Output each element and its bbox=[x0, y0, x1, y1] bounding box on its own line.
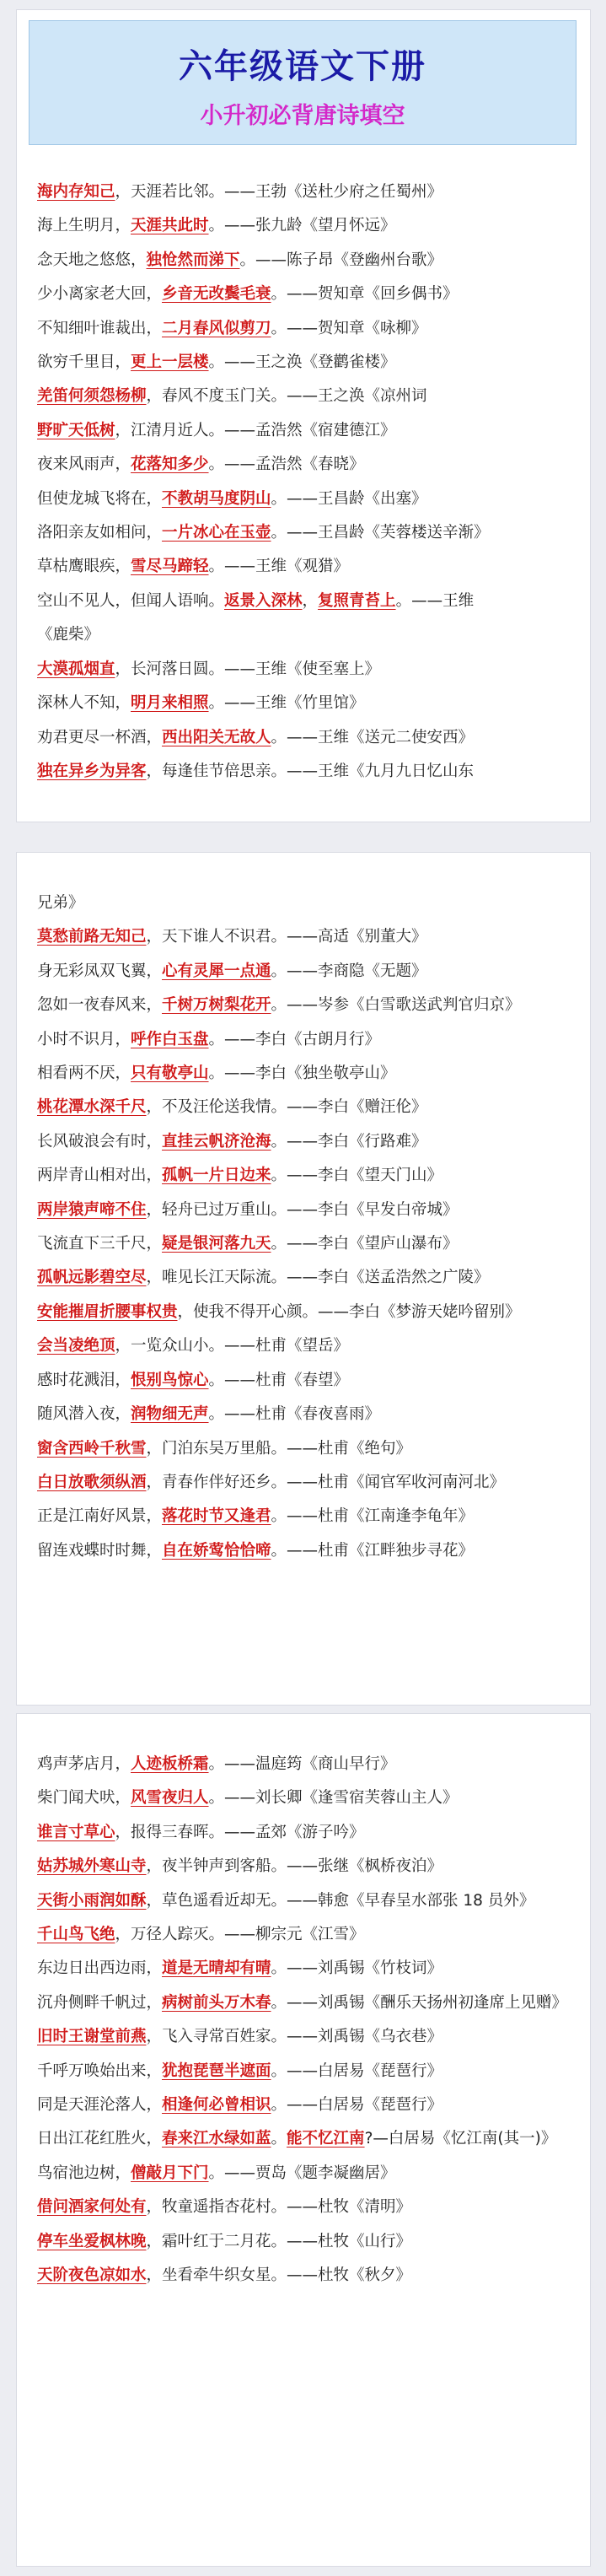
answer-blank: 会当凌绝顶 bbox=[37, 1337, 115, 1355]
poem-line bbox=[37, 755, 573, 789]
poem-line bbox=[37, 2157, 573, 2191]
poem-text: 千呼万唤始出来， bbox=[37, 2061, 163, 2080]
answer-blank: 天阶夜色凉如水 bbox=[37, 2266, 147, 2285]
poem-text: 。——孟浩然《春晓》 bbox=[208, 455, 365, 474]
poem-line bbox=[37, 1884, 573, 1918]
answer-blank: 莫愁前路无知己 bbox=[37, 928, 147, 946]
poem-line bbox=[37, 1329, 573, 1363]
poem-line bbox=[37, 346, 573, 380]
poem-text: ，万径人踪灭。——柳宗元《江雪》 bbox=[115, 1926, 365, 1944]
poem-text: 劝君更尽一杯酒， bbox=[37, 728, 163, 746]
answer-blank: 返景入深林 bbox=[224, 591, 303, 610]
answer-blank: 呼作白玉盘 bbox=[131, 1030, 209, 1048]
answer-blank: 更上一层楼 bbox=[131, 353, 209, 372]
answer-blank: 千树万树梨花开 bbox=[162, 996, 271, 1015]
poem-text: 。——贺知章《咏柳》 bbox=[271, 319, 427, 337]
poem-line bbox=[37, 1194, 573, 1227]
poem-text: ，夜半钟声到客船。——张继《枫桥夜泊》 bbox=[146, 1857, 443, 1876]
answer-blank: 天街小雨润如酥 bbox=[37, 1891, 147, 1910]
poem-line bbox=[37, 482, 573, 516]
answer-blank: 明月来相照 bbox=[131, 694, 209, 713]
answer-blank: 安能摧眉折腰事权贵 bbox=[37, 1302, 178, 1321]
poem-line bbox=[37, 550, 573, 584]
poem-line bbox=[37, 1850, 573, 1883]
poem-text: 。——王之涣《登鹳雀楼》 bbox=[208, 353, 396, 372]
poem-line bbox=[37, 1534, 573, 1568]
poem-line bbox=[37, 2055, 573, 2088]
poem-text: 。 bbox=[271, 2130, 287, 2148]
poem-text: ，春风不度玉门关。——王之涣《凉州词 bbox=[146, 387, 427, 406]
poem-text: ，坐看牵牛织女星。——杜牧《秋夕》 bbox=[146, 2266, 412, 2285]
poem-text: ，江清月近人。——孟浩然《宿建德江》 bbox=[115, 421, 396, 439]
poem-text: 东边日出西边雨， bbox=[37, 1959, 163, 1978]
poem-line bbox=[37, 1816, 573, 1850]
answer-blank: 独怆然而涕下 bbox=[146, 251, 240, 269]
poem-text: ，草色遥看近却无。——韩愈《早春呈水部张 18 员外》 bbox=[146, 1891, 535, 1910]
poem-text: ?—白居易《忆江南(其一)》 bbox=[364, 2130, 557, 2148]
answer-blank: 停车坐爱枫林晚 bbox=[37, 2232, 147, 2250]
poem-text: 《鹿柴》 bbox=[37, 626, 100, 644]
poem-text: ，天下谁人不识君。——高适《别董大》 bbox=[146, 928, 427, 946]
poem-line bbox=[37, 2191, 573, 2224]
poem-line bbox=[37, 2122, 573, 2156]
answer-blank: 自在娇莺恰恰啼 bbox=[162, 1541, 271, 1560]
poem-text: 。——白居易《琵琶行》 bbox=[271, 2096, 443, 2115]
answer-blank: 复照青苔上 bbox=[318, 591, 396, 610]
answer-blank: 落花时节又逢君 bbox=[162, 1507, 271, 1526]
poem-text: 。——李白《独坐敬亭山》 bbox=[208, 1064, 396, 1083]
poem-line bbox=[37, 1261, 573, 1295]
poem-line bbox=[37, 278, 573, 311]
poem-text: 但使龙城飞将在， bbox=[37, 489, 163, 508]
poem-text: 身无彩凤双飞翼， bbox=[37, 962, 163, 980]
poem-text: 。——杜甫《春望》 bbox=[208, 1371, 350, 1389]
poem-text: 。——李白《古朗月行》 bbox=[208, 1030, 381, 1048]
answer-blank: 春来江水绿如蓝 bbox=[162, 2130, 271, 2148]
page-3 bbox=[17, 1714, 590, 2566]
poem-text: 。——王昌龄《芙蓉楼送辛渐》 bbox=[271, 524, 490, 542]
poem-text: 夜来风雨声， bbox=[37, 455, 131, 474]
poem-line bbox=[37, 1748, 573, 1781]
answer-blank: 相逢何必曾相识 bbox=[162, 2096, 271, 2115]
poem-text: ，牧童遥指杏花村。——杜牧《清明》 bbox=[146, 2198, 412, 2217]
poem-text: 兄弟》 bbox=[37, 894, 84, 912]
poem-line bbox=[37, 1398, 573, 1431]
poem-line bbox=[37, 585, 573, 618]
poem-line bbox=[37, 1432, 573, 1466]
poem-text: 。——李白《望天门山》 bbox=[271, 1167, 443, 1185]
answer-blank: 谁言寸草心 bbox=[37, 1823, 115, 1841]
poem-text: ，轻舟已过万重山。——李白《早发白帝城》 bbox=[146, 1200, 459, 1219]
poem-line bbox=[37, 2259, 573, 2293]
answer-blank: 直挂云帆济沧海 bbox=[162, 1132, 271, 1151]
poem-text: 欲穷千里目， bbox=[37, 353, 131, 372]
poem-line bbox=[37, 1159, 573, 1193]
poem-text: 。——刘禹锡《酬乐天扬州初逢席上见赠》 bbox=[271, 1993, 568, 2012]
poem-line bbox=[37, 955, 573, 989]
poem-line bbox=[37, 448, 573, 482]
poem-text: 鸟宿池边树， bbox=[37, 2164, 131, 2182]
poem-text: 。——李白《望庐山瀑布》 bbox=[271, 1235, 459, 1253]
poem-text: 随风潜入夜， bbox=[37, 1405, 131, 1424]
answer-blank: 病树前头万木春 bbox=[162, 1993, 271, 2012]
poem-line bbox=[37, 687, 573, 720]
answer-blank: 不教胡马度阴山 bbox=[162, 489, 271, 508]
answer-blank: 大漠孤烟直 bbox=[37, 660, 115, 678]
poem-text: 柴门闻犬吠， bbox=[37, 1789, 131, 1808]
poem-text: 不知细叶谁裁出， bbox=[37, 319, 163, 337]
poem-text: 沉舟侧畔千帆过， bbox=[37, 1993, 163, 2012]
poem-text: 。——王维《送元二使安西》 bbox=[271, 728, 475, 746]
poem-text: 。——岑参《白雪歌送武判官归京》 bbox=[271, 996, 521, 1015]
poem-text: ，飞入寻常百姓家。——刘禹锡《乌衣巷》 bbox=[146, 2028, 443, 2046]
poem-text: 。——王维《观猎》 bbox=[208, 558, 350, 576]
poem-text: ，霜叶红于二月花。——杜牧《山行》 bbox=[146, 2232, 412, 2250]
poem-text: ，报得三春晖。——孟郊《游子吟》 bbox=[115, 1823, 365, 1841]
answer-blank: 犹抱琵琶半遮面 bbox=[162, 2061, 271, 2080]
poem-text: 。——李白《行路难》 bbox=[271, 1132, 427, 1151]
poem-text: 鸡声茅店月， bbox=[37, 1755, 131, 1773]
poem-line bbox=[37, 1364, 573, 1398]
answer-blank: 风雪夜归人 bbox=[131, 1789, 209, 1808]
poem-line bbox=[37, 380, 573, 413]
answer-blank: 羌笛何须怨杨柳 bbox=[37, 387, 147, 406]
poem-text: ，每逢佳节倍思亲。——王维《九月九日忆山东 bbox=[146, 762, 475, 780]
poem-text: ，长河落日圆。——王维《使至塞上》 bbox=[115, 660, 381, 678]
poem-line bbox=[37, 1057, 573, 1091]
poem-text: 念天地之悠悠， bbox=[37, 251, 147, 269]
poem-line bbox=[37, 1125, 573, 1159]
poem-line bbox=[37, 1227, 573, 1261]
poem-line bbox=[37, 1918, 573, 1952]
answer-blank: 窗含西岭千秋雪 bbox=[37, 1439, 147, 1458]
poem-text: ，天涯若比邻。——王勃《送杜少府之任蜀州》 bbox=[115, 183, 443, 201]
poem-text: 忽如一夜春风来， bbox=[37, 996, 163, 1015]
poem-line bbox=[37, 920, 573, 954]
poem-text: 日出江花红胜火， bbox=[37, 2130, 163, 2148]
poem-line bbox=[37, 1296, 573, 1329]
poem-text: 。——王维 bbox=[395, 591, 475, 610]
poem-lines-page-1 bbox=[37, 175, 573, 789]
answer-blank: 乡音无改鬓毛衰 bbox=[162, 285, 271, 304]
poem-text: 深林人不知， bbox=[37, 694, 131, 713]
poem-line bbox=[37, 209, 573, 243]
answer-blank: 只有敬亭山 bbox=[131, 1064, 209, 1083]
poem-line bbox=[37, 2088, 573, 2122]
poem-line bbox=[37, 1781, 573, 1815]
poem-line bbox=[37, 1952, 573, 1986]
poem-line bbox=[37, 244, 573, 278]
answer-blank: 心有灵犀一点通 bbox=[162, 962, 271, 980]
poem-text: 洛阳亲友如相问， bbox=[37, 524, 163, 542]
poem-line bbox=[37, 618, 573, 652]
poem-line bbox=[37, 1023, 573, 1057]
poem-line bbox=[37, 989, 573, 1022]
answer-blank: 独在异乡为异客 bbox=[37, 762, 147, 780]
poem-text: ，青春作伴好还乡。——杜甫《闻官军收河南河北》 bbox=[146, 1473, 506, 1491]
poem-text: 小时不识月， bbox=[37, 1030, 131, 1048]
poem-text: 。——温庭筠《商山早行》 bbox=[208, 1755, 396, 1773]
poem-text: 相看两不厌， bbox=[37, 1064, 131, 1083]
poem-text: 同是天涯沦落人， bbox=[37, 2096, 163, 2115]
poem-text: 。——杜甫《春夜喜雨》 bbox=[208, 1405, 381, 1424]
poem-text: 。——杜甫《江畔独步寻花》 bbox=[271, 1541, 475, 1560]
poem-text: ，使我不得开心颜。——李白《梦游天姥吟留别》 bbox=[177, 1302, 521, 1321]
answer-blank: 桃花潭水深千尺 bbox=[37, 1098, 147, 1117]
page-subtitle: 小升初必背唐诗填空 bbox=[200, 103, 405, 129]
answer-blank: 能不忆江南 bbox=[287, 2130, 365, 2148]
poem-lines-page-3 bbox=[37, 1748, 573, 2293]
poem-line bbox=[37, 721, 573, 755]
poem-text: ，唯见长江天际流。——李白《送孟浩然之广陵》 bbox=[146, 1269, 490, 1287]
poem-text: 。——李商隐《无题》 bbox=[271, 962, 427, 980]
title-banner bbox=[29, 20, 577, 145]
answer-blank: 西出阳关无故人 bbox=[162, 728, 271, 746]
answer-blank: 千山鸟飞绝 bbox=[37, 1926, 115, 1944]
poem-text: 海上生明月， bbox=[37, 217, 131, 235]
poem-line bbox=[37, 653, 573, 687]
answer-blank: 雪尽马蹄轻 bbox=[131, 558, 209, 576]
poem-line bbox=[37, 1500, 573, 1533]
poem-text: 。——白居易《琵琶行》 bbox=[271, 2061, 443, 2080]
answer-blank: 润物细无声 bbox=[131, 1405, 209, 1424]
poem-line bbox=[37, 2020, 573, 2054]
poem-text: 。——杜甫《江南逢李龟年》 bbox=[271, 1507, 475, 1526]
poem-text: 。——王维《竹里馆》 bbox=[208, 694, 365, 713]
poem-line bbox=[37, 414, 573, 448]
poem-line bbox=[37, 1466, 573, 1500]
page-title: 六年级语文下册 bbox=[179, 47, 426, 86]
poem-text: 正是江南好风景， bbox=[37, 1507, 163, 1526]
answer-blank: 僧敲月下门 bbox=[131, 2164, 209, 2182]
answer-blank: 海内存知己 bbox=[37, 183, 115, 201]
answer-blank: 孤帆一片日边来 bbox=[162, 1167, 271, 1185]
poem-text: 两岸青山相对出， bbox=[37, 1167, 163, 1185]
poem-text: 飞流直下三千尺， bbox=[37, 1235, 163, 1253]
poem-text: ，不及汪伦送我情。——李白《赠汪伦》 bbox=[146, 1098, 427, 1117]
poem-line bbox=[37, 887, 573, 920]
poem-text: ，一览众山小。——杜甫《望岳》 bbox=[115, 1337, 350, 1355]
poem-text: 留连戏蝶时时舞， bbox=[37, 1541, 163, 1560]
poem-text: ， bbox=[302, 591, 319, 610]
answer-blank: 白日放歌须纵酒 bbox=[37, 1473, 147, 1491]
poem-text: 长风破浪会有时， bbox=[37, 1132, 163, 1151]
answer-blank: 二月春风似剪刀 bbox=[162, 319, 271, 337]
poem-text: 。——刘禹锡《竹枝词》 bbox=[271, 1959, 443, 1978]
poem-text: 感时花溅泪， bbox=[37, 1371, 131, 1389]
answer-blank: 花落知多少 bbox=[131, 455, 209, 474]
answer-blank: 两岸猿声啼不住 bbox=[37, 1200, 147, 1219]
poem-text: 。——贺知章《回乡偶书》 bbox=[271, 285, 459, 304]
poem-lines-page-2 bbox=[37, 887, 573, 1568]
poem-text: 空山不见人，但闻人语响。 bbox=[37, 591, 225, 610]
page-1 bbox=[17, 10, 590, 822]
poem-text: 少小离家老大回， bbox=[37, 285, 163, 304]
answer-blank: 野旷天低树 bbox=[37, 421, 115, 439]
answer-blank: 疑是银河落九天 bbox=[162, 1235, 271, 1253]
answer-blank: 恨别鸟惊心 bbox=[131, 1371, 209, 1389]
poem-line bbox=[37, 516, 573, 550]
answer-blank: 人迹板桥霜 bbox=[131, 1755, 209, 1773]
poem-text: 。——贾岛《题李凝幽居》 bbox=[208, 2164, 396, 2182]
page-2 bbox=[17, 853, 590, 1705]
poem-text: 。——刘长卿《逢雪宿芙蓉山主人》 bbox=[208, 1789, 459, 1808]
poem-line bbox=[37, 2225, 573, 2259]
answer-blank: 旧时王谢堂前燕 bbox=[37, 2028, 147, 2046]
poem-line bbox=[37, 175, 573, 209]
answer-blank: 借问酒家何处有 bbox=[37, 2198, 147, 2217]
poem-text: 。——王昌龄《出塞》 bbox=[271, 489, 427, 508]
poem-text: 草枯鹰眼疾， bbox=[37, 558, 131, 576]
poem-line bbox=[37, 1986, 573, 2020]
answer-blank: 天涯共此时 bbox=[131, 217, 209, 235]
poem-text: 。——张九龄《望月怀远》 bbox=[208, 217, 396, 235]
answer-blank: 一片冰心在玉壶 bbox=[162, 524, 271, 542]
poem-line bbox=[37, 312, 573, 346]
answer-blank: 孤帆远影碧空尽 bbox=[37, 1269, 147, 1287]
answer-blank: 道是无晴却有晴 bbox=[162, 1959, 271, 1978]
poem-text: 。——陈子昂《登幽州台歌》 bbox=[239, 251, 443, 269]
answer-blank: 姑苏城外寒山寺 bbox=[37, 1857, 147, 1876]
poem-text: ，门泊东吴万里船。——杜甫《绝句》 bbox=[146, 1439, 412, 1458]
poem-line bbox=[37, 1091, 573, 1124]
